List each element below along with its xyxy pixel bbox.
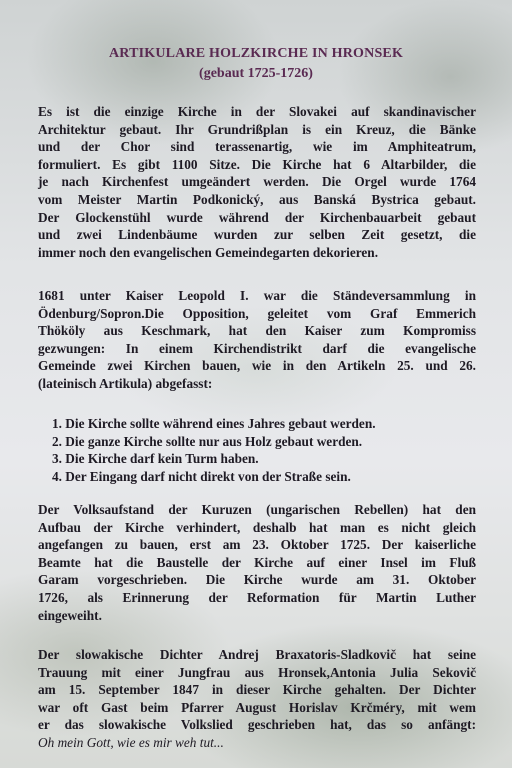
- list-item: 1. Die Kirche sollte während eines Jahres gebaut werden.: [52, 416, 376, 431]
- text-line: immer noch den evangelischen Gemeindegarten dekorieren.: [38, 244, 379, 260]
- text-line: eingeweiht.: [38, 607, 102, 623]
- document-subtitle: (gebaut 1725-1726): [199, 66, 313, 81]
- text-line: gezwungen: In einem Kirchendistrikt darf die evangelische: [38, 340, 476, 356]
- list-item: 4. Der Eingang darf nicht direkt von der Straße sein.: [52, 468, 351, 484]
- list-item: 2. Die ganze Kirche sollte nur aus Holz gebaut werden.: [52, 433, 363, 449]
- paragraph-3: [38, 501, 476, 624]
- text-line: formuliert. Es gibt 1100 Sitze. Die Kirche hat 6 Altarbilder, die: [38, 156, 476, 172]
- document-title: ARTIKULARE HOLZKIRCHE IN HRONSEK: [108, 46, 404, 61]
- text-line: Der Volksaufstand der Kuruzen (ungarischen Rebellen) hat den: [38, 502, 476, 517]
- text-line: Ödenburg/Sopron.Die Opposition, geleitet vom Graf Emmerich: [38, 305, 476, 321]
- text-line: Gemeinde zwei Kirchen bauen, wie in den Artikeln 25. und 26.: [38, 358, 476, 374]
- text-line: am 15. September 1847 in dieser Kirche gehalten. Der Dichter: [38, 682, 476, 698]
- text-line: vom Meister Martin Podkonický, aus Banská Bystrica gebaut.: [38, 191, 476, 207]
- text-line: Der slowakische Dichter Andrej Braxatoris-Sladkovič hat seine: [38, 647, 476, 662]
- text-line: Aufbau der Kirche verhindert, deshalb hat man es nicht gleich: [38, 519, 476, 535]
- rules-list: [52, 415, 452, 485]
- text-line: 1726, als Erinnerung der Reformation für Martin Luther: [38, 589, 476, 605]
- text-line: Trauung mit einer Jungfrau aus Hronsek,Antonia Julia Sekovič: [38, 664, 476, 680]
- paragraph-4: [38, 646, 476, 752]
- text-line: Architektur gebaut. Ihr Grundrißplan is ein Kreuz, die Bänke: [38, 121, 476, 137]
- list-item: 3. Die Kirche darf kein Turm haben.: [52, 451, 259, 467]
- text-line: und der Chor sind terassenartig, wie im Amphiteatrum,: [38, 139, 476, 155]
- text-line: Garam vorgeschrieben. Die Kirche wurde am 31. Oktober: [38, 572, 476, 588]
- text-line: je nach Kirchenfest umgeändert werden. Die Orgel wurde 1764: [38, 174, 476, 190]
- paragraph-1: [38, 103, 476, 261]
- text-line: er das slowakische Volkslied geschrieben hat, das so anfängt:: [38, 717, 476, 733]
- text-line: und zwei Lindenbäume wurden zur selben Zeit gesetzt, die: [38, 227, 476, 243]
- text-line: angefangen zu bauen, erst am 23. Oktober 1725. Der kaiserliche: [38, 537, 476, 553]
- text-line: 1681 unter Kaiser Leopold I. war die Ständeversammlung in: [38, 288, 476, 303]
- text-line: (lateinisch Artikula) abgefasst:: [38, 375, 213, 391]
- text-line: Der Glockenstühl wurde während der Kirchenbauarbeit gebaut: [38, 209, 476, 225]
- text-line: Es ist die einzige Kirche in der Slovakei auf skandinavischer: [38, 104, 476, 119]
- song-quote: Oh mein Gott, wie es mir weh tut...: [38, 734, 224, 750]
- text-line: Thököly aus Keschmark, hat den Kaiser zum Kompromiss: [38, 323, 476, 339]
- text-line: war oft Gast beim Pfarrer August Horislav Krčméry, mit wem: [38, 699, 476, 715]
- text-line: Beamte hat die Baustelle der Kirche auf einer Insel im Fluß: [38, 554, 476, 570]
- paragraph-2: [38, 287, 476, 393]
